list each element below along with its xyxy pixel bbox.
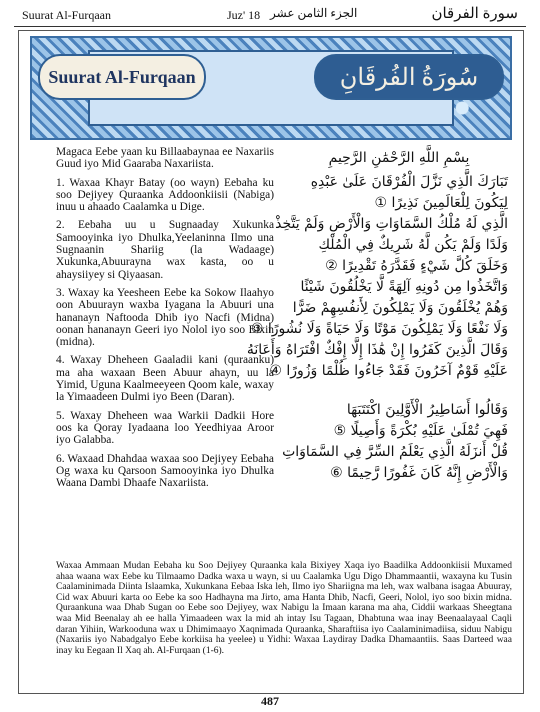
header-juz: Juz' 18: [227, 8, 261, 22]
arabic-line: وَهُمْ يُخْلَقُونَ وَلَا يَمْلِكُونَ لِأَنفُسِهِمْ ضَرًّا: [292, 300, 508, 316]
surah-title-latin: Suurat Al-Furqaan: [38, 54, 206, 100]
arabic-spacer: [290, 382, 508, 400]
header-juz-arabic: الجزء الثامن عشر: [270, 6, 358, 20]
surah-banner: [30, 36, 512, 140]
arabic-bismillah: بِسْمِ اللَّهِ الرَّحْمَٰنِ الرَّحِيمِ: [328, 150, 470, 166]
arabic-text: [246, 148, 508, 484]
surah-title-arabic: سُورَةُ الفُرقَانِ: [314, 54, 504, 100]
arabic-line: قُلْ أَنزَلَهُ الَّذِي يَعْلَمُ السِّرَّ فِي السَّمَاوَاتِ: [282, 444, 508, 460]
arabic-line: وَقَالُوا أَسَاطِيرُ الْأَوَّلِينَ اكْتَتَبَهَا: [346, 402, 508, 418]
header-surah-arabic: سورة الفرقان: [431, 6, 518, 22]
translation-verse-4: 4. Waxay Dheheen Gaaladii kani (quraanku) ma aha waxaan Been Abuur ahayn, uu la Yimid, Uguna Kaalmeeyeen Qoom kale, waxay la Yimaadeen Dulmi iyo Been (Daran).: [56, 354, 274, 404]
header-rule: [14, 26, 526, 27]
somali-translation: [56, 146, 274, 495]
translation-verse-5: 5. Waxay Dheheen waa Warkii Dadkii Hore oos ka Qoray Iyadaana loo Yeedhiyaa Aroor iyo Galabba.: [56, 409, 274, 447]
commentary-footnote: Waxaa Ammaan Mudan Eebaha ku Soo Dejiyey Quraanka kala Bixiyey Xaqa iyo Baadilka Addoonkiisii Muxamed ahaa waana wax Eebe ku Tilmaamo Dadka waxa u wayn, si uu Caalamka Ugu Digo Dhammaantii, waxayna ku Tusin Caalaminimada Diinta Islaamka, Xukunkana Eebaa Iska leh, Ilmo iyo Shariigna ma leh, wax walbana isagaa Abuuray, Cid wax Abuuri karta oo Eebe ka soo Hadhayna ma Jirto, ama Hanta Dhib, Nacfi, Geeri, Nolol, iyo soo bixin midna. Quraankuna waa Dhab Sugan oo Eebe soo Dejiyey, wax Nabigu la Imaan karana ma aha, Ciddii warkaas Sheegtana waa Mid Beenalay ah ee halla Yimaadeen wax la mid ah intay Isu Tagaan, Dhabtuna waa inay Beenaalayaal Caqli daran Yihiin, Warkooduna wax u Dhimimaayo Xaqnimada Quraanka, Sharaftiisa iyo Caalaminimadiisa, siduu Nabigu (Naxariis iyo Nabadgalyo Eebe korkiisa ha yeelee) u Yidhi: Waxaa Laydiray Dadka Dhamaantiis. Saas Darteed waa inay ku Eegaan Il Xaq ah. Al-Furqaan (1-6).: [56, 561, 512, 656]
arabic-line: الَّذِي لَهُ مُلْكُ السَّمَاوَاتِ وَالْأَرْضِ وَلَمْ يَتَّخِذْ: [275, 216, 508, 232]
arabic-line: وَلَا نَفْعًا وَلَا يَمْلِكُونَ مَوْتًا وَلَا حَيَاةً وَلَا نُشُورًا ③: [250, 321, 508, 337]
translation-verse-6: 6. Waxaad Dhahdaa waxaa soo Dejiyey Eebaha Og waxa ku Qarsoon Samooyinka iyo Dhulka Waana Dambi Dhaafe Naxariista.: [56, 452, 274, 490]
translation-verse-3: 3. Waxay ka Yeesheen Eebe ka Sokow Ilaahyo oon Abuurayn waxba Iyagana la Abuuri una hananayn Naftooda Dhib iyo Nacfi (Midna) oonan hananayn Geeri iyo Nolol iyo soo Bixin (midna).: [56, 286, 274, 349]
header-surah-name: Suurat Al-Furqaan: [22, 8, 111, 22]
arabic-line: فَهِيَ تُمْلَىٰ عَلَيْهِ بُكْرَةً وَأَصِيلًا ⑤: [333, 423, 508, 439]
arabic-line: وَلَدًا وَلَمْ يَكُن لَّهُ شَرِيكٌ فِي الْمُلْكِ: [318, 237, 508, 253]
arabic-line: تَبَارَكَ الَّذِي نَزَّلَ الْفُرْقَانَ عَلَىٰ عَبْدِهِ: [310, 174, 508, 190]
arabic-line: عَلَيْهِ قَوْمٌ آخَرُونَ فَقَدْ جَاءُوا ظُلْمًا وَزُورًا ④: [269, 363, 508, 379]
running-header: [22, 4, 518, 26]
page-number: 487: [261, 694, 279, 708]
arabic-line: وَقَالَ الَّذِينَ كَفَرُوا إِنْ هَٰذَا إِلَّا إِفْكٌ افْتَرَاهُ وَأَعَانَهُ: [246, 342, 508, 358]
translation-verse-1: 1. Waxaa Khayr Batay (oo wayn) Eebaha ku soo Dejiyey Quraanka Addoonkiisii (Nabiga) inuu u ahaado Caalamka u Dige.: [56, 176, 274, 214]
translation-basmala: Magaca Eebe yaan ku Billaabaynaa ee Naxariis Guud iyo Mid Gaaraba Naxariista.: [56, 146, 274, 171]
translation-verse-2: 2. Eebaha uu u Sugnaaday Xukunka Samooyinka iyo Dhulka,Yeelaninna Ilmo una Sugnaanin Shariig (la Wadaage) Xukunka,Abuurayna wax kasta, oo u ahaysiiyey si Qiyaasan.: [56, 219, 274, 281]
arabic-line: لِيَكُونَ لِلْعَالَمِينَ نَذِيرًا ①: [374, 195, 508, 211]
arabic-line: وَاتَّخَذُوا مِن دُونِهِ آلِهَةً لَّا يَخْلُقُونَ شَيْئًا: [300, 279, 508, 295]
arabic-line: وَخَلَقَ كُلَّ شَيْءٍ فَقَدَّرَهُ تَقْدِيرًا ②: [325, 258, 508, 274]
arabic-line: وَالْأَرْضِ إِنَّهُ كَانَ غَفُورًا رَّحِيمًا ⑥: [330, 465, 508, 481]
